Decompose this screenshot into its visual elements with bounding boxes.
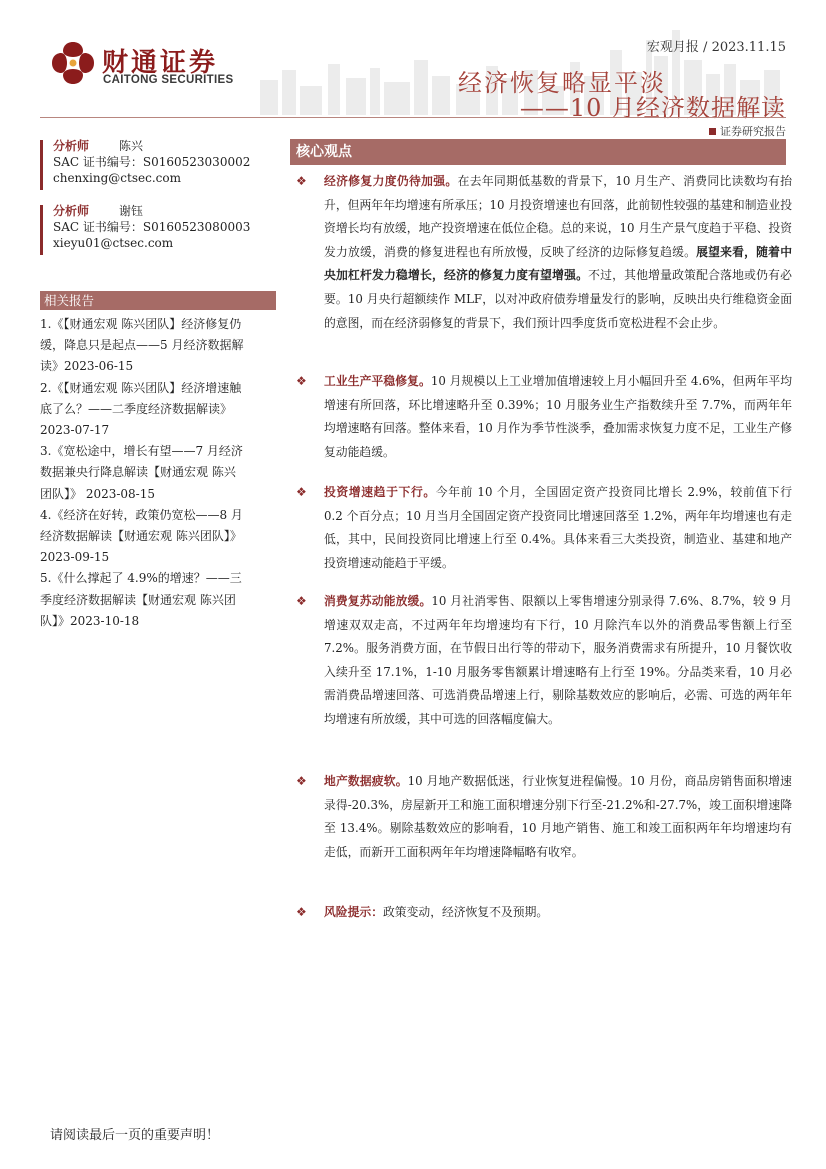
key-point-item — [296, 770, 792, 864]
key-point-lead: 投资增速趋于下行。 — [324, 485, 436, 499]
key-point-lead: 消费复苏动能放缓。 — [324, 594, 432, 608]
logo-english-name: CAITONG SECURITIES — [103, 74, 234, 86]
risk-warning-item — [296, 901, 792, 925]
analyst-email[interactable]: chenxing@ctsec.com — [53, 171, 181, 185]
related-report-item[interactable]: 3.《宽松途中，增长有望——7 月经济 数据兼央行降息解读【财通宏观 陈兴 团队】》 2023-08-15 — [40, 444, 243, 501]
analyst-accent-bar — [40, 140, 43, 190]
key-point-item — [296, 370, 792, 464]
diamond-bullet-icon: ❖ — [296, 485, 307, 499]
key-point-text: 今年前 10 个月，全国固定资产投资同比增长 2.9%，较前值下行 0.2 个百分点；10 月当月全国固定资产投资同比增速回落至 1.2%，两年年均增速也有走低，其中，民间投资同比增速上行至 0.4%。具体来看三大类投资，制造业、基建和地产投资增速动能趋于平缓。 — [324, 485, 792, 570]
key-point-text: 不过，其他增量政策配合落地或仍有必要。10 月央行超额续作 MLF，以对冲政府债券增量发行的影响，反映出央行维稳资金面的意图，而在经济弱修复的背景下，我们预计四季度货币宽松进程不会止步。 — [324, 268, 792, 330]
key-point-lead: 经济修复力度仍待加强。 — [324, 174, 458, 188]
diamond-bullet-icon: ❖ — [296, 774, 307, 788]
key-point-lead: 工业生产平稳修复。 — [324, 374, 431, 388]
report-title: 经济恢复略显平淡 — [458, 69, 666, 97]
analyst-card — [40, 138, 276, 186]
key-point-text: 10 月规模以上工业增加值增速较上月小幅回升至 4.6%，但两年平均增速有所回落，环比增速略升至 0.39%；10 月服务业生产指数续升至 7.7%，而两年年均增速略有回落。整体来看，10 月作为季节性淡季，叠加需求恢复力度不足，工业生产修复动能趋缓。 — [324, 374, 792, 459]
diamond-bullet-icon: ❖ — [296, 174, 307, 188]
related-report-item[interactable]: 4.《经济在好转，政策仍宽松——8 月 经济数据解读【财通宏观 陈兴团队】》 2023-09-15 — [40, 507, 243, 565]
diamond-bullet-icon: ❖ — [296, 374, 307, 388]
header-divider — [40, 117, 786, 118]
key-point-text: 在去年同期低基数的背景下，10 月生产、消费同比读数均有抬升，但两年年均增速有所承压；10 月投资增速也有回落，此前韧性较强的基建和制造业投资增长均有放缓，地产投资增速在低位企稳。总的来说，10 月生产景气度趋于平稳、投资发力放缓，消费的修复进程也有所放慢，反映了经济的边际修复趋缓。 — [324, 174, 792, 259]
report-type-label — [709, 123, 786, 139]
analyst-name: 陈兴 — [119, 139, 144, 153]
key-point-text: 10 月社消零售、限额以上零售增速分别录得 7.6%、8.7%，较 9 月增速双双走高，不过两年年均增速均有下行，10 月除汽车以外的消费品零售额上行至 7.2%。服务消费方面，在节假日出行等的带动下，服务消费需求有所提升，10 月餐饮收入续升至 17.1%，1-10 月服务零售额累计增速略有上行至 19%。分品类来看，10 月必需消费品增速回落、可选消费品增速上行，剔除基数效应的影响后，必需、可选的两年年均增速有所放缓，其中可选的回落幅度偏大。 — [324, 594, 792, 726]
caitong-logo-icon — [50, 40, 96, 86]
related-report-item[interactable]: 1.《【财通宏观 陈兴团队】经济修复仍 缓，降息只是起点——5 月经济数据解 读》2023-06-15 — [40, 317, 244, 374]
key-point-item — [296, 481, 792, 575]
analyst-email[interactable]: xieyu01@ctsec.com — [53, 236, 174, 250]
key-point-text: 10 月地产数据低迷，行业恢复进程偏慢。10 月份，商品房销售面积增速录得-20.3%，房屋新开工和施工面积增速分别下行至-21.2%和-27.7%，竣工面积增速降至 13.4%。剔除基数效应的影响看，10 月地产销售、施工和竣工面积两年年均增速均有走低，而新开工面积两年年均增速降幅略有收窄。 — [324, 774, 792, 859]
key-point-item — [296, 590, 792, 732]
diamond-bullet-icon: ❖ — [296, 594, 307, 608]
report-type-text: 证券研究报告 — [720, 125, 786, 138]
analyst-sac-number: SAC 证书编号：S0160523080003 — [53, 220, 251, 234]
related-reports-heading: 相关报告 — [40, 291, 276, 310]
analyst-sac-number: SAC 证书编号：S0160523030002 — [53, 155, 251, 169]
related-reports-list — [40, 314, 278, 632]
disclaimer-footer: 请阅读最后一页的重要声明！ — [50, 1128, 220, 1143]
company-logo — [50, 40, 250, 90]
diamond-bullet-icon: ❖ — [296, 905, 307, 919]
analyst-name: 谢钰 — [119, 204, 144, 218]
analyst-role: 分析师 — [53, 139, 90, 153]
risk-warning-text: 政策变动，经济恢复不及预期。 — [383, 905, 549, 919]
square-bullet-icon — [709, 128, 716, 135]
report-subtitle: ——10 月经济数据解读 — [519, 94, 786, 122]
analyst-accent-bar — [40, 205, 43, 255]
core-view-heading: 核心观点 — [290, 139, 786, 165]
report-series-and-date: 宏观月报 / 2023.11.15 — [646, 40, 786, 55]
related-report-item[interactable]: 2.《【财通宏观 陈兴团队】经济增速触 底了么？——二季度经济数据解读》 2023-07-17 — [40, 380, 242, 438]
logo-chinese-name: 财通证券 — [102, 48, 219, 78]
key-point-lead: 地产数据疲软。 — [324, 774, 408, 788]
related-report-item[interactable]: 5.《什么撑起了 4.9%的增速？——三 季度经济数据解读【财通宏观 陈兴团 队】》2023-10-18 — [40, 571, 242, 628]
analyst-card — [40, 203, 276, 251]
analyst-role: 分析师 — [53, 204, 90, 218]
key-point-item — [296, 170, 792, 335]
key-point-emphasis: 展望来看，随着中央加杠杆发力稳增长，经济的修复力度有望增强。 — [324, 244, 792, 283]
risk-warning-label: 风险提示： — [324, 905, 383, 919]
